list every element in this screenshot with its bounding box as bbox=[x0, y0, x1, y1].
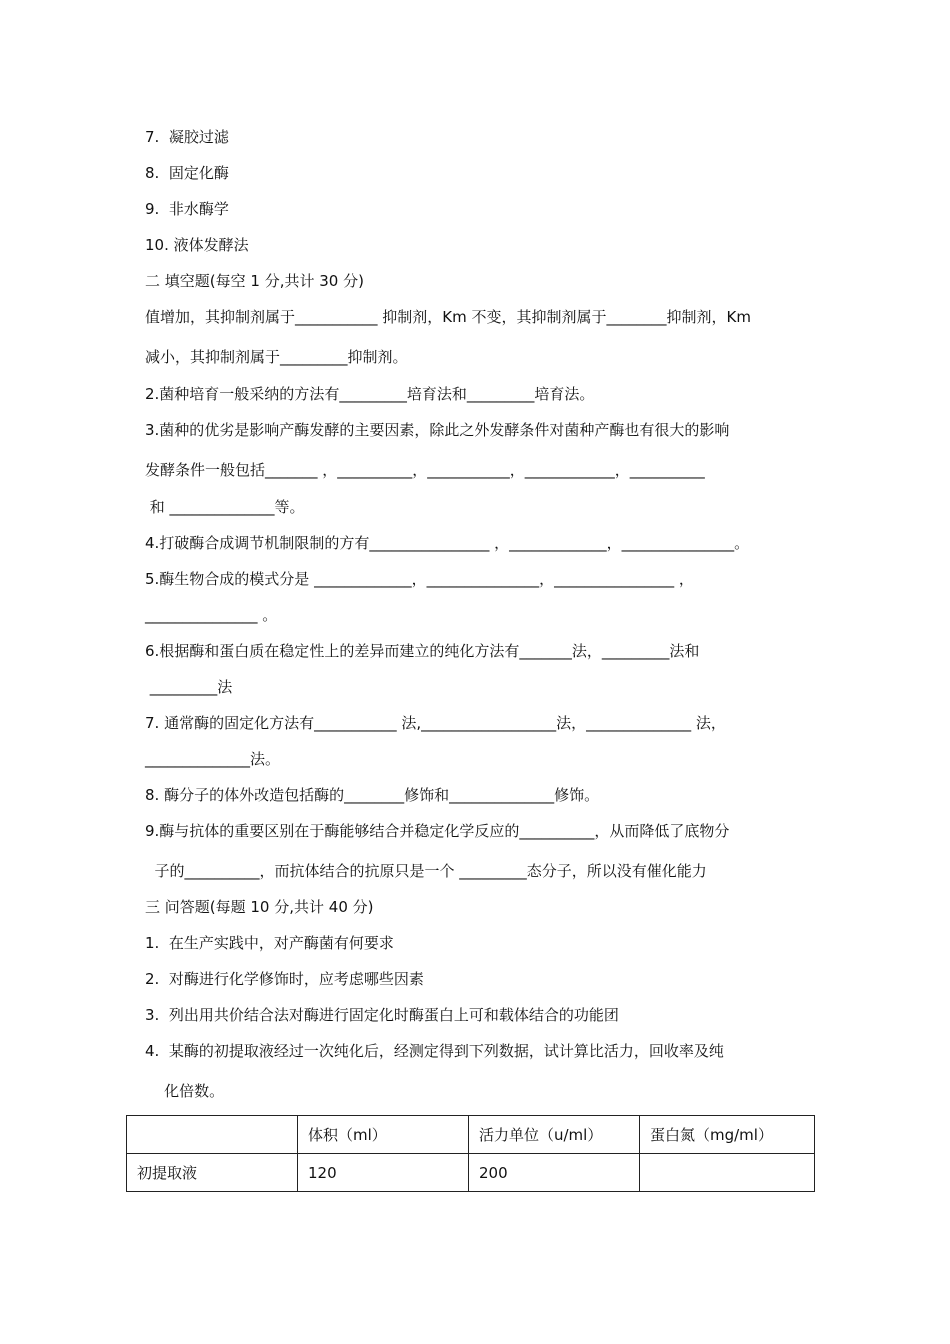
section2-heading: 二 填空题(每空 1 分,共计 30 分) bbox=[145, 272, 364, 290]
table-cell: 200 bbox=[469, 1154, 640, 1192]
table-cell: 120 bbox=[298, 1154, 469, 1192]
fill-line: 8. 酶分子的体外改造包括酶的________修饰和______________修饰。 bbox=[145, 786, 600, 804]
fill-line: 值增加，其抑制剂属于___________ 抑制剂，Km 不变，其抑制剂属于________抑制剂，Km bbox=[145, 308, 751, 326]
fill-line: ______________法。 bbox=[145, 750, 281, 768]
question-4: 4. 某酶的初提取液经过一次纯化后，经测定得到下列数据，试计算比活力，回收率及纯 bbox=[145, 1042, 724, 1060]
section3-heading: 三 问答题(每题 10 分,共计 40 分) bbox=[145, 898, 374, 916]
term-8: 8. 固定化酶 bbox=[145, 164, 229, 182]
fill-line: 3.菌种的优劣是影响产酶发酵的主要因素，除此之外发酵条件对菌种产酶也有很大的影响 bbox=[145, 421, 730, 439]
fill-line: 和 ______________等。 bbox=[145, 498, 305, 516]
table-header-cell bbox=[127, 1116, 298, 1154]
question-2: 2. 对酶进行化学修饰时，应考虑哪些因素 bbox=[145, 970, 424, 988]
fill-line: _______________ 。 bbox=[145, 606, 278, 624]
fill-line: _________法 bbox=[145, 678, 233, 696]
table-cell: 初提取液 bbox=[127, 1154, 298, 1192]
fill-line: 减小，其抑制剂属于_________抑制剂。 bbox=[145, 348, 408, 366]
fill-line: 7. 通常酶的固定化方法有___________ 法,__________________法，______________ 法， bbox=[145, 714, 726, 732]
data-table bbox=[126, 1115, 815, 1192]
term-10: 10. 液体发酵法 bbox=[145, 236, 249, 254]
fill-line: 4.打破酶合成调节机制限制的方有________________ ，_____________，_______________。 bbox=[145, 534, 750, 552]
table-cell bbox=[640, 1154, 815, 1192]
question-1: 1. 在生产实践中，对产酶菌有何要求 bbox=[145, 934, 394, 952]
fill-line: 发酵条件一般包括_______ ，__________，___________，____________，__________ bbox=[145, 461, 705, 479]
fill-line: 9.酶与抗体的重要区别在于酶能够结合并稳定化学反应的__________，从而降低了底物分 bbox=[145, 822, 730, 840]
table-row bbox=[127, 1154, 815, 1192]
table-header-cell: 活力单位（u/ml） bbox=[469, 1116, 640, 1154]
fill-line: 2.菌种培育一般采纳的方法有_________培育法和_________培育法。 bbox=[145, 385, 595, 403]
fill-line: 5.酶生物合成的模式分是 _____________，_______________，________________ ， bbox=[145, 570, 694, 588]
table-header-cell: 体积（ml） bbox=[298, 1116, 469, 1154]
table-header-cell: 蛋白氮（mg/ml） bbox=[640, 1116, 815, 1154]
fill-line: 6.根据酶和蛋白质在稳定性上的差异而建立的纯化方法有_______法，_________法和 bbox=[145, 642, 700, 660]
question-3: 3. 列出用共价结合法对酶进行固定化时酶蛋白上可和载体结合的功能团 bbox=[145, 1006, 619, 1024]
term-7: 7. 凝胶过滤 bbox=[145, 128, 229, 146]
term-9: 9. 非水酶学 bbox=[145, 200, 229, 218]
fill-line: 子的__________，而抗体结合的抗原只是一个 _________态分子，所以没有催化能力 bbox=[145, 862, 707, 880]
table-header-row bbox=[127, 1116, 815, 1154]
question-4-cont: 化倍数。 bbox=[145, 1082, 225, 1100]
